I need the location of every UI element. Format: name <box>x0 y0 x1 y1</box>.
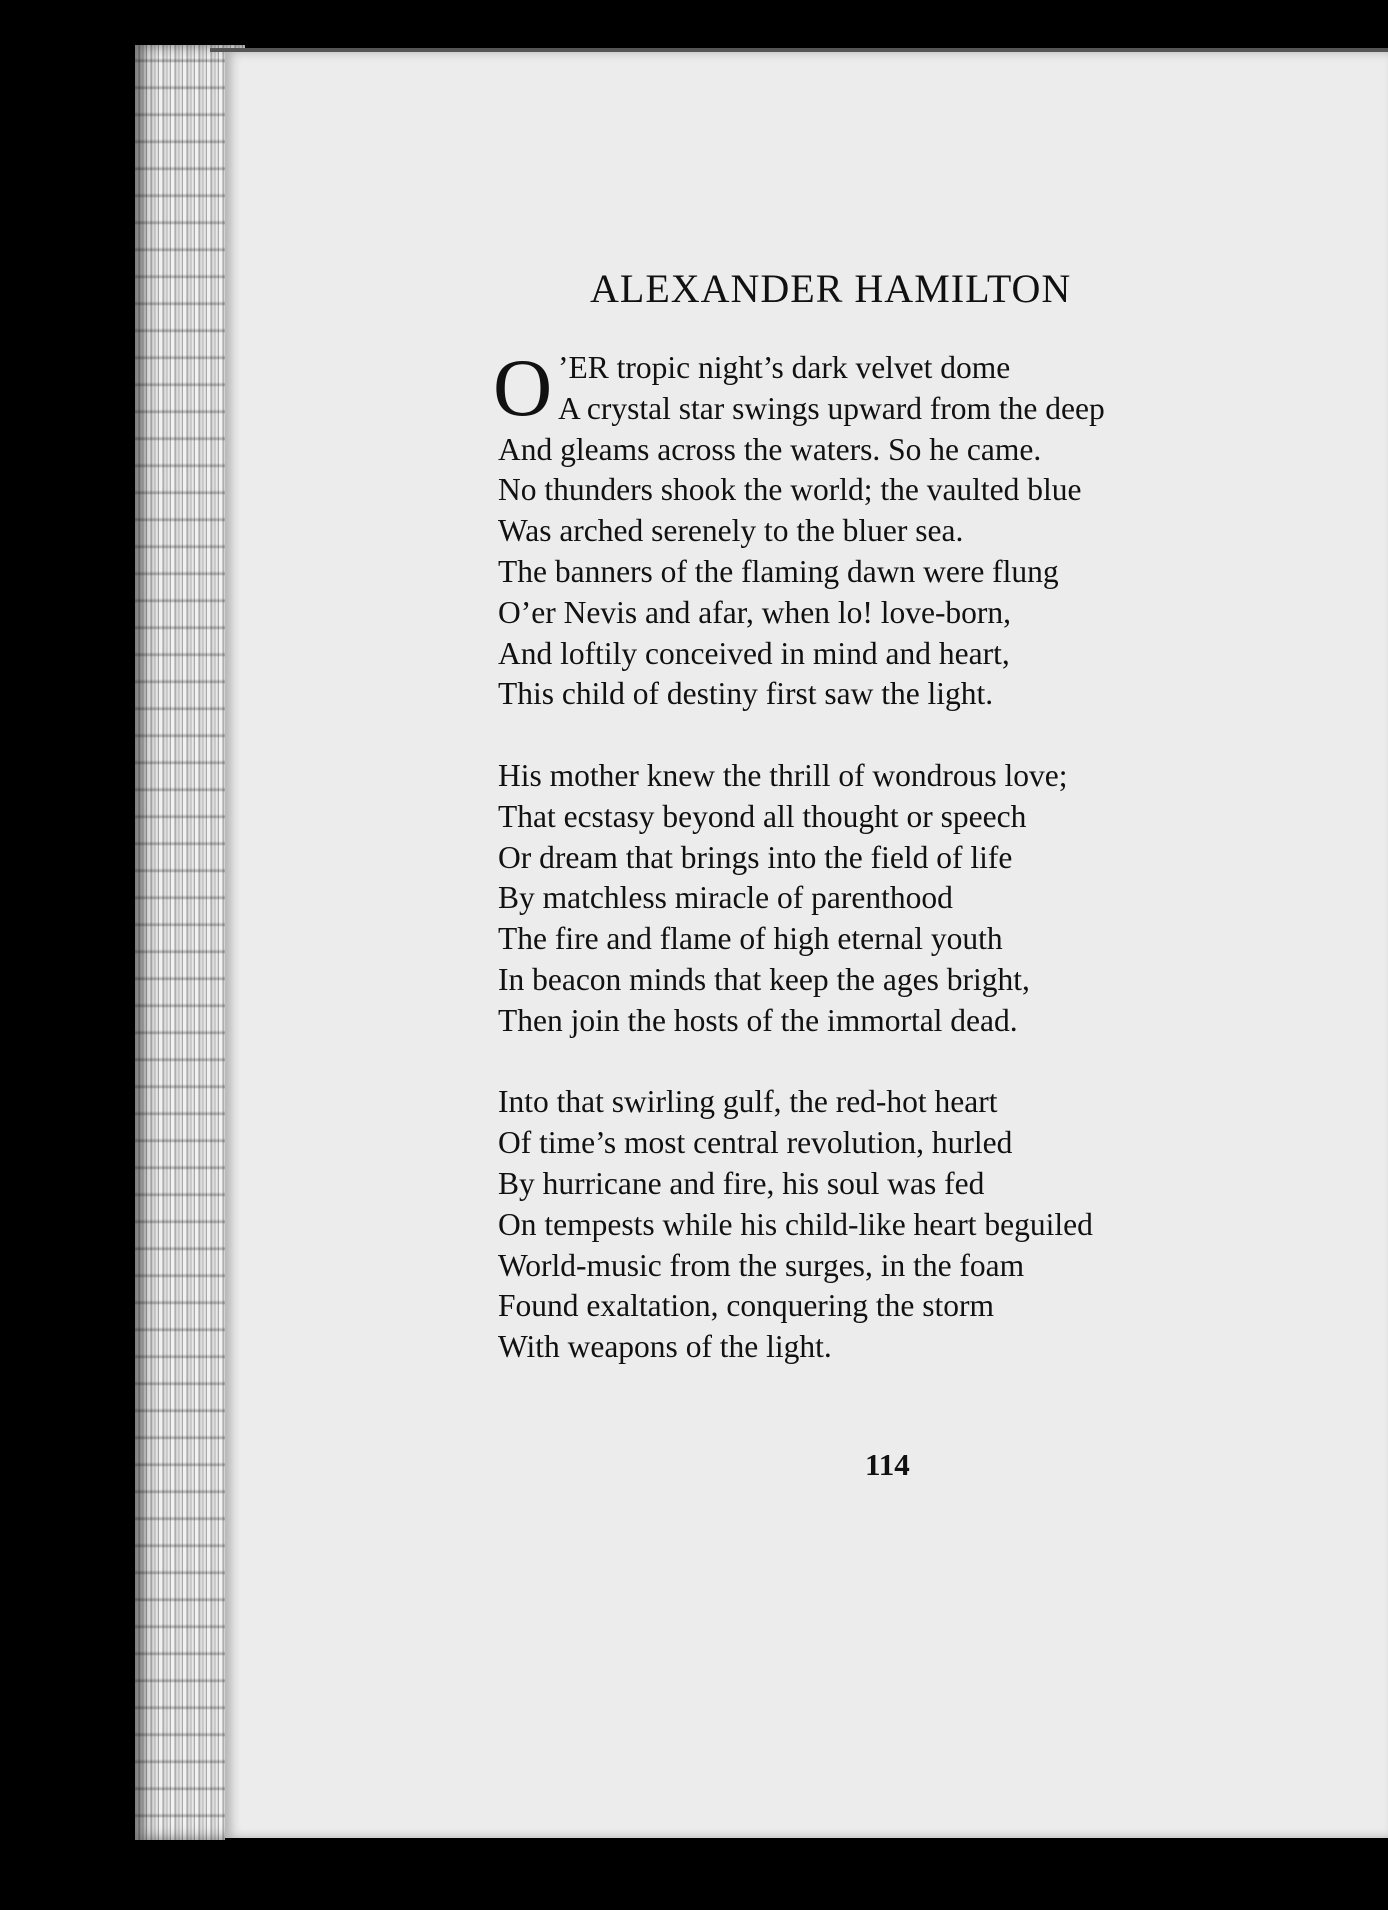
poem-line: By hurricane and fire, his soul was fed <box>498 1165 985 1201</box>
poem-line: With weapons of the light. <box>498 1329 832 1365</box>
poem-line: Then join the hosts of the immortal dead. <box>498 1002 1018 1038</box>
page-number: 114 <box>865 1447 910 1482</box>
poem-line: And loftily conceived in mind and heart, <box>498 635 1010 671</box>
poem-line: No thunders shook the world; the vaulted blue <box>498 472 1082 508</box>
poem-line: That ecstasy beyond all thought or speech <box>498 798 1027 834</box>
poem-line: ’ER tropic night’s dark velvet dome <box>558 350 1011 385</box>
poem-line: A crystal star swings upward from the deep <box>558 390 1105 426</box>
poem-line: His mother knew the thrill of wondrous love; <box>498 757 1068 793</box>
poem-line: And gleams across the waters. So he came. <box>498 431 1042 467</box>
stanza-1 <box>493 342 1298 715</box>
poem-line: By matchless miracle of parenthood <box>498 880 953 916</box>
poem-body <box>493 342 1298 1368</box>
page-bottom-shadow <box>225 1838 1388 1910</box>
poem-line: Was arched serenely to the bluer sea. <box>498 513 964 549</box>
poem-line: Or dream that brings into the field of life <box>498 839 1013 875</box>
poem-line: Found exaltation, conquering the storm <box>498 1288 995 1324</box>
poem-line: World-music from the surges, in the foam <box>498 1247 1025 1283</box>
poem-line: Of time’s most central revolution, hurled <box>498 1125 1013 1161</box>
poem-line: O’er Nevis and afar, when lo! love-born, <box>498 594 1012 630</box>
poem-line: This child of destiny first saw the light. <box>498 676 994 712</box>
stanza-3 <box>498 1082 1298 1368</box>
poem-line: On tempests while his child-like heart beguiled <box>498 1206 1093 1242</box>
poem-title: ALEXANDER HAMILTON <box>590 266 1072 311</box>
poem-line: The banners of the flaming dawn were flung <box>498 553 1059 589</box>
opening-lines <box>493 342 1298 433</box>
drop-cap-letter: O <box>493 342 553 433</box>
poem-line: In beacon minds that keep the ages bright, <box>498 961 1030 997</box>
stanza-2 <box>498 756 1298 1042</box>
poem-line: The fire and flame of high eternal youth <box>498 921 1003 957</box>
poem-line: Into that swirling gulf, the red-hot heart <box>498 1084 998 1120</box>
